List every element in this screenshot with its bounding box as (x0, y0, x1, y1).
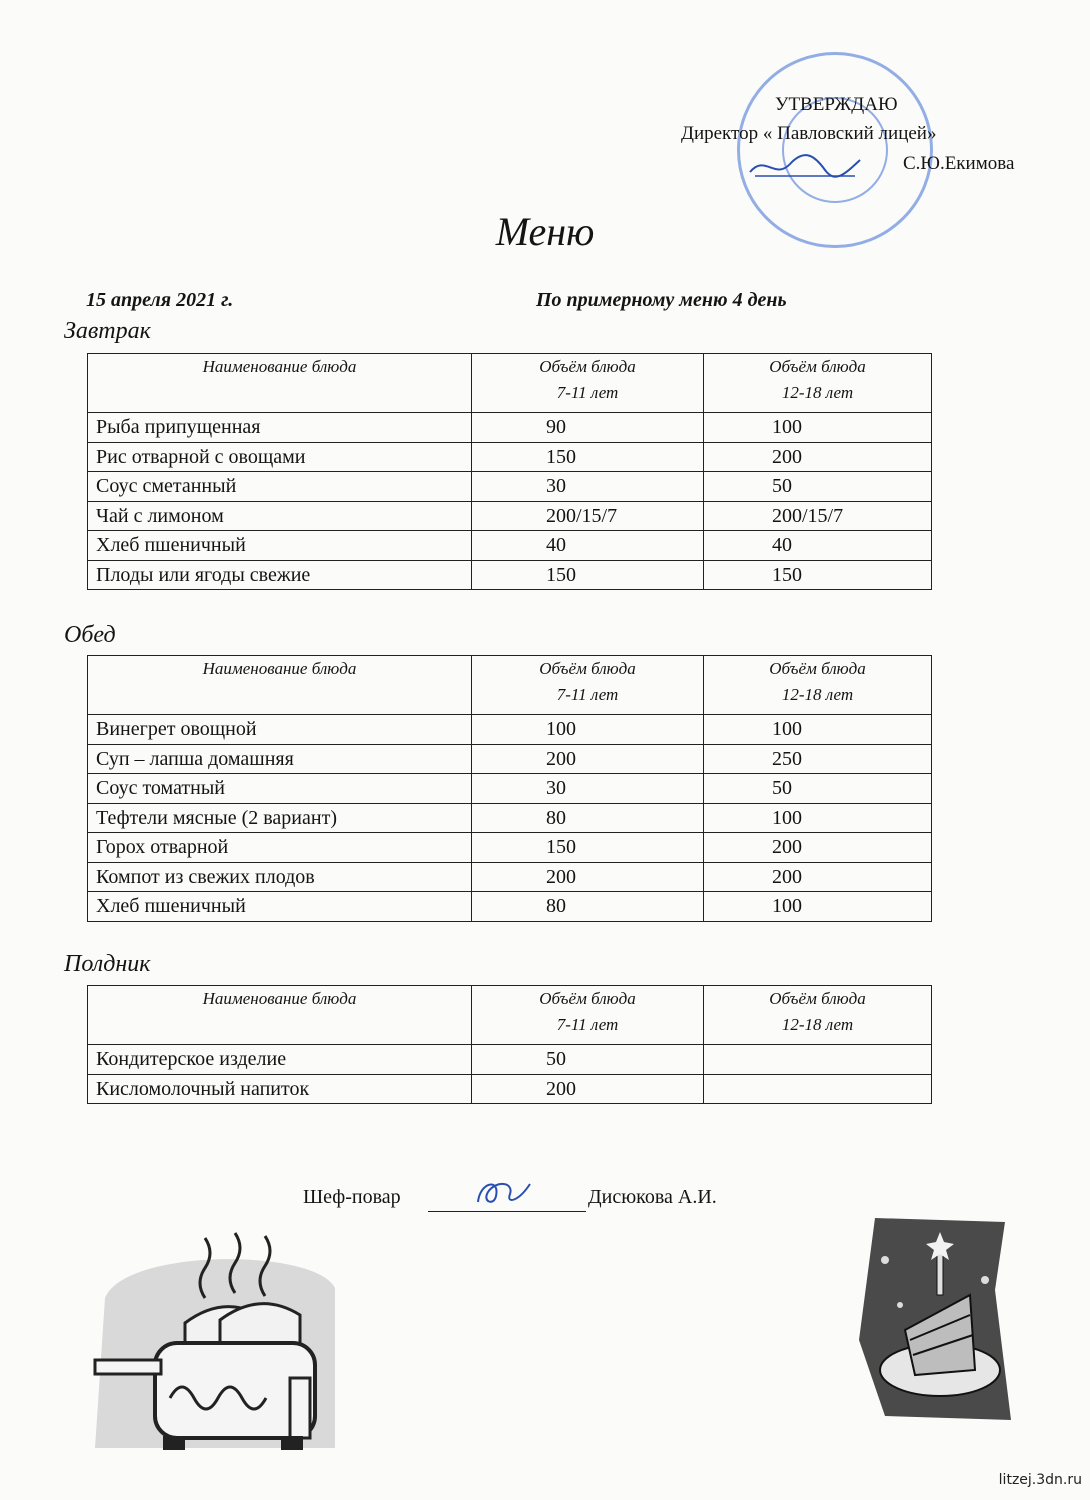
table-row: Хлеб пшеничный 40 40 (88, 531, 932, 561)
table-row: Чай с лимоном 200/15/7 200/15/7 (88, 501, 932, 531)
table-row: Кисломолочный напиток 200 (88, 1074, 932, 1104)
chef-signature (470, 1172, 540, 1214)
header-volume-7-11: Объём блюда 7-11 лет (472, 656, 704, 715)
watermark: litzej.3dn.ru (998, 1472, 1082, 1488)
header-volume-7-11: Объём блюда 7-11 лет (472, 986, 704, 1045)
header-volume-12-18: Объём блюда 12-18 лет (704, 986, 932, 1045)
approval-title: УТВЕРЖДАЮ (775, 94, 898, 115)
page-title: Меню (495, 209, 595, 254)
header-volume-12-18: Объём блюда 12-18 лет (704, 656, 932, 715)
header-volume-12-18: Объём блюда 12-18 лет (704, 354, 932, 413)
table-row: Тефтели мясные (2 вариант) 80 100 (88, 803, 932, 833)
snack-table (87, 985, 932, 1104)
director-signature (745, 146, 865, 186)
table-row: Соус томатный 30 50 (88, 774, 932, 804)
header-volume-7-11: Объём блюда 7-11 лет (472, 354, 704, 413)
section-title-lunch: Обед (64, 622, 116, 648)
header-dish-name: Наименование блюда (88, 656, 472, 715)
table-row: Соус сметанный 30 50 (88, 472, 932, 502)
toaster-illustration (85, 1228, 340, 1458)
chef-label: Шеф-повар (303, 1186, 401, 1208)
table-row: Компот из свежих плодов 200 200 (88, 862, 932, 892)
section-title-breakfast: Завтрак (64, 318, 151, 344)
table-row: Суп – лапша домашняя 200 250 (88, 744, 932, 774)
approval-director-name: С.Ю.Екимова (903, 153, 1015, 174)
table-row: Винегрет овощной 100 100 (88, 715, 932, 745)
table-row: Рыба припущенная 90 100 (88, 413, 932, 443)
table-row: Хлеб пшеничный 80 100 (88, 892, 932, 922)
cake-illustration (855, 1210, 1015, 1430)
header-dish-name: Наименование блюда (88, 986, 472, 1045)
header-dish-name: Наименование блюда (88, 354, 472, 413)
chef-name: Дисюкова А.И. (588, 1186, 717, 1208)
approval-director: Директор « Павловский лицей» (681, 123, 937, 144)
sample-menu-day: По примерному меню 4 день (536, 289, 787, 311)
table-row: Горох отварной 150 200 (88, 833, 932, 863)
lunch-table (87, 655, 932, 922)
menu-date: 15 апреля 2021 г. (86, 289, 234, 311)
table-row: Кондитерское изделие 50 (88, 1045, 932, 1075)
table-row: Плоды или ягоды свежие 150 150 (88, 560, 932, 590)
section-title-snack: Полдник (64, 951, 151, 977)
breakfast-table (87, 353, 932, 590)
table-row: Рис отварной с овощами 150 200 (88, 442, 932, 472)
